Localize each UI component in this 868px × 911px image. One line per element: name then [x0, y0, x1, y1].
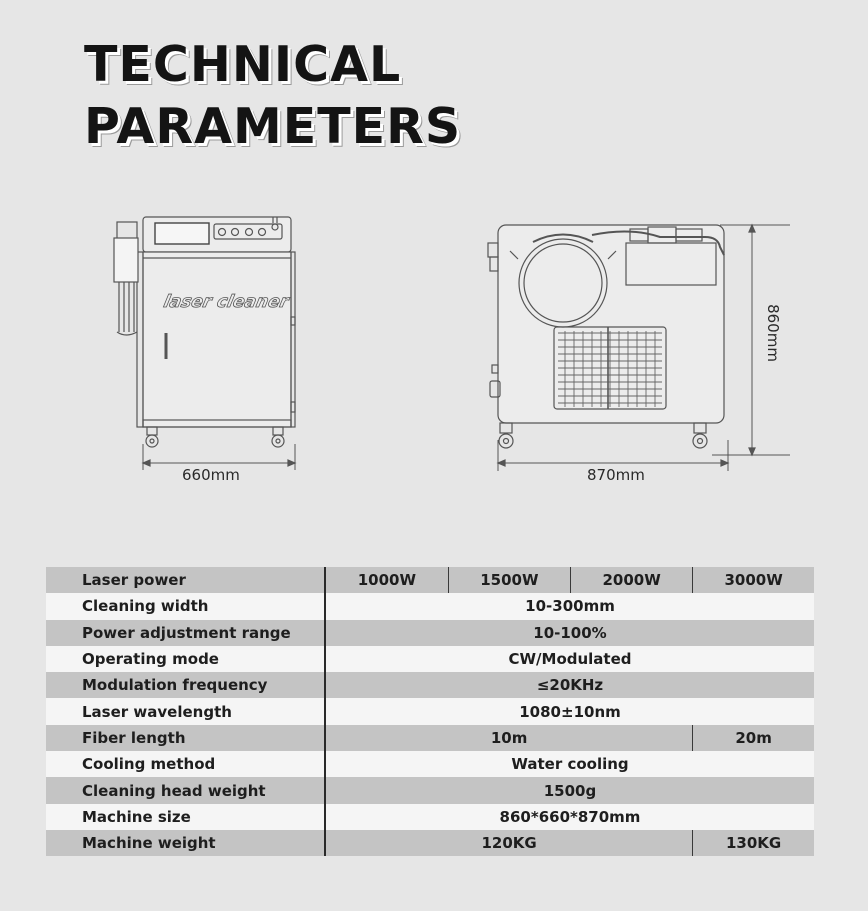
height-dimension-label: 860mm	[763, 304, 782, 362]
row-label: Cleaning head weight	[46, 777, 325, 803]
table-row	[46, 646, 814, 672]
page-title	[84, 34, 461, 158]
depth-dimension-label: 870mm	[587, 466, 645, 484]
row-label: Cleaning width	[46, 593, 325, 619]
title-line-1: TECHNICAL	[84, 36, 402, 93]
row-label: Machine size	[46, 804, 325, 830]
row-label: Cooling method	[46, 751, 325, 777]
row-label: Laser power	[46, 567, 325, 593]
spec-table	[46, 567, 814, 856]
row-value: 3000W	[693, 567, 814, 593]
row-value: CW/Modulated	[325, 646, 814, 672]
table-row	[46, 777, 814, 803]
width-dimension-label: 660mm	[182, 466, 240, 484]
row-value: 10-100%	[325, 620, 814, 646]
row-label: Fiber length	[46, 725, 325, 751]
row-value: ≤20KHz	[325, 672, 814, 698]
row-label: Laser wavelength	[46, 698, 325, 724]
row-label: Machine weight	[46, 830, 325, 856]
table-row	[46, 672, 814, 698]
front-view-drawing	[105, 212, 305, 472]
row-label: Modulation frequency	[46, 672, 325, 698]
table-row	[46, 725, 814, 751]
row-value: 10m	[325, 725, 693, 751]
row-value: 20m	[693, 725, 814, 751]
row-label: Power adjustment range	[46, 620, 325, 646]
row-value: 2000W	[571, 567, 693, 593]
spec-table-body	[46, 567, 814, 856]
row-value: 120KG	[325, 830, 693, 856]
row-value: 860*660*870mm	[325, 804, 814, 830]
row-label: Operating mode	[46, 646, 325, 672]
table-row	[46, 698, 814, 724]
table-row	[46, 567, 814, 593]
row-value: 1500g	[325, 777, 814, 803]
front-brand-label: laser cleaner	[161, 292, 291, 312]
table-row	[46, 830, 814, 856]
table-row	[46, 804, 814, 830]
row-value: 1000W	[325, 567, 448, 593]
table-row	[46, 751, 814, 777]
side-view-drawing	[480, 215, 800, 477]
row-value: 1080±10nm	[325, 698, 814, 724]
title-line-2: PARAMETERS	[84, 98, 462, 155]
table-row	[46, 620, 814, 646]
row-value: 1500W	[448, 567, 570, 593]
row-value: Water cooling	[325, 751, 814, 777]
row-value: 130KG	[693, 830, 814, 856]
row-value: 10-300mm	[325, 593, 814, 619]
table-row	[46, 593, 814, 619]
